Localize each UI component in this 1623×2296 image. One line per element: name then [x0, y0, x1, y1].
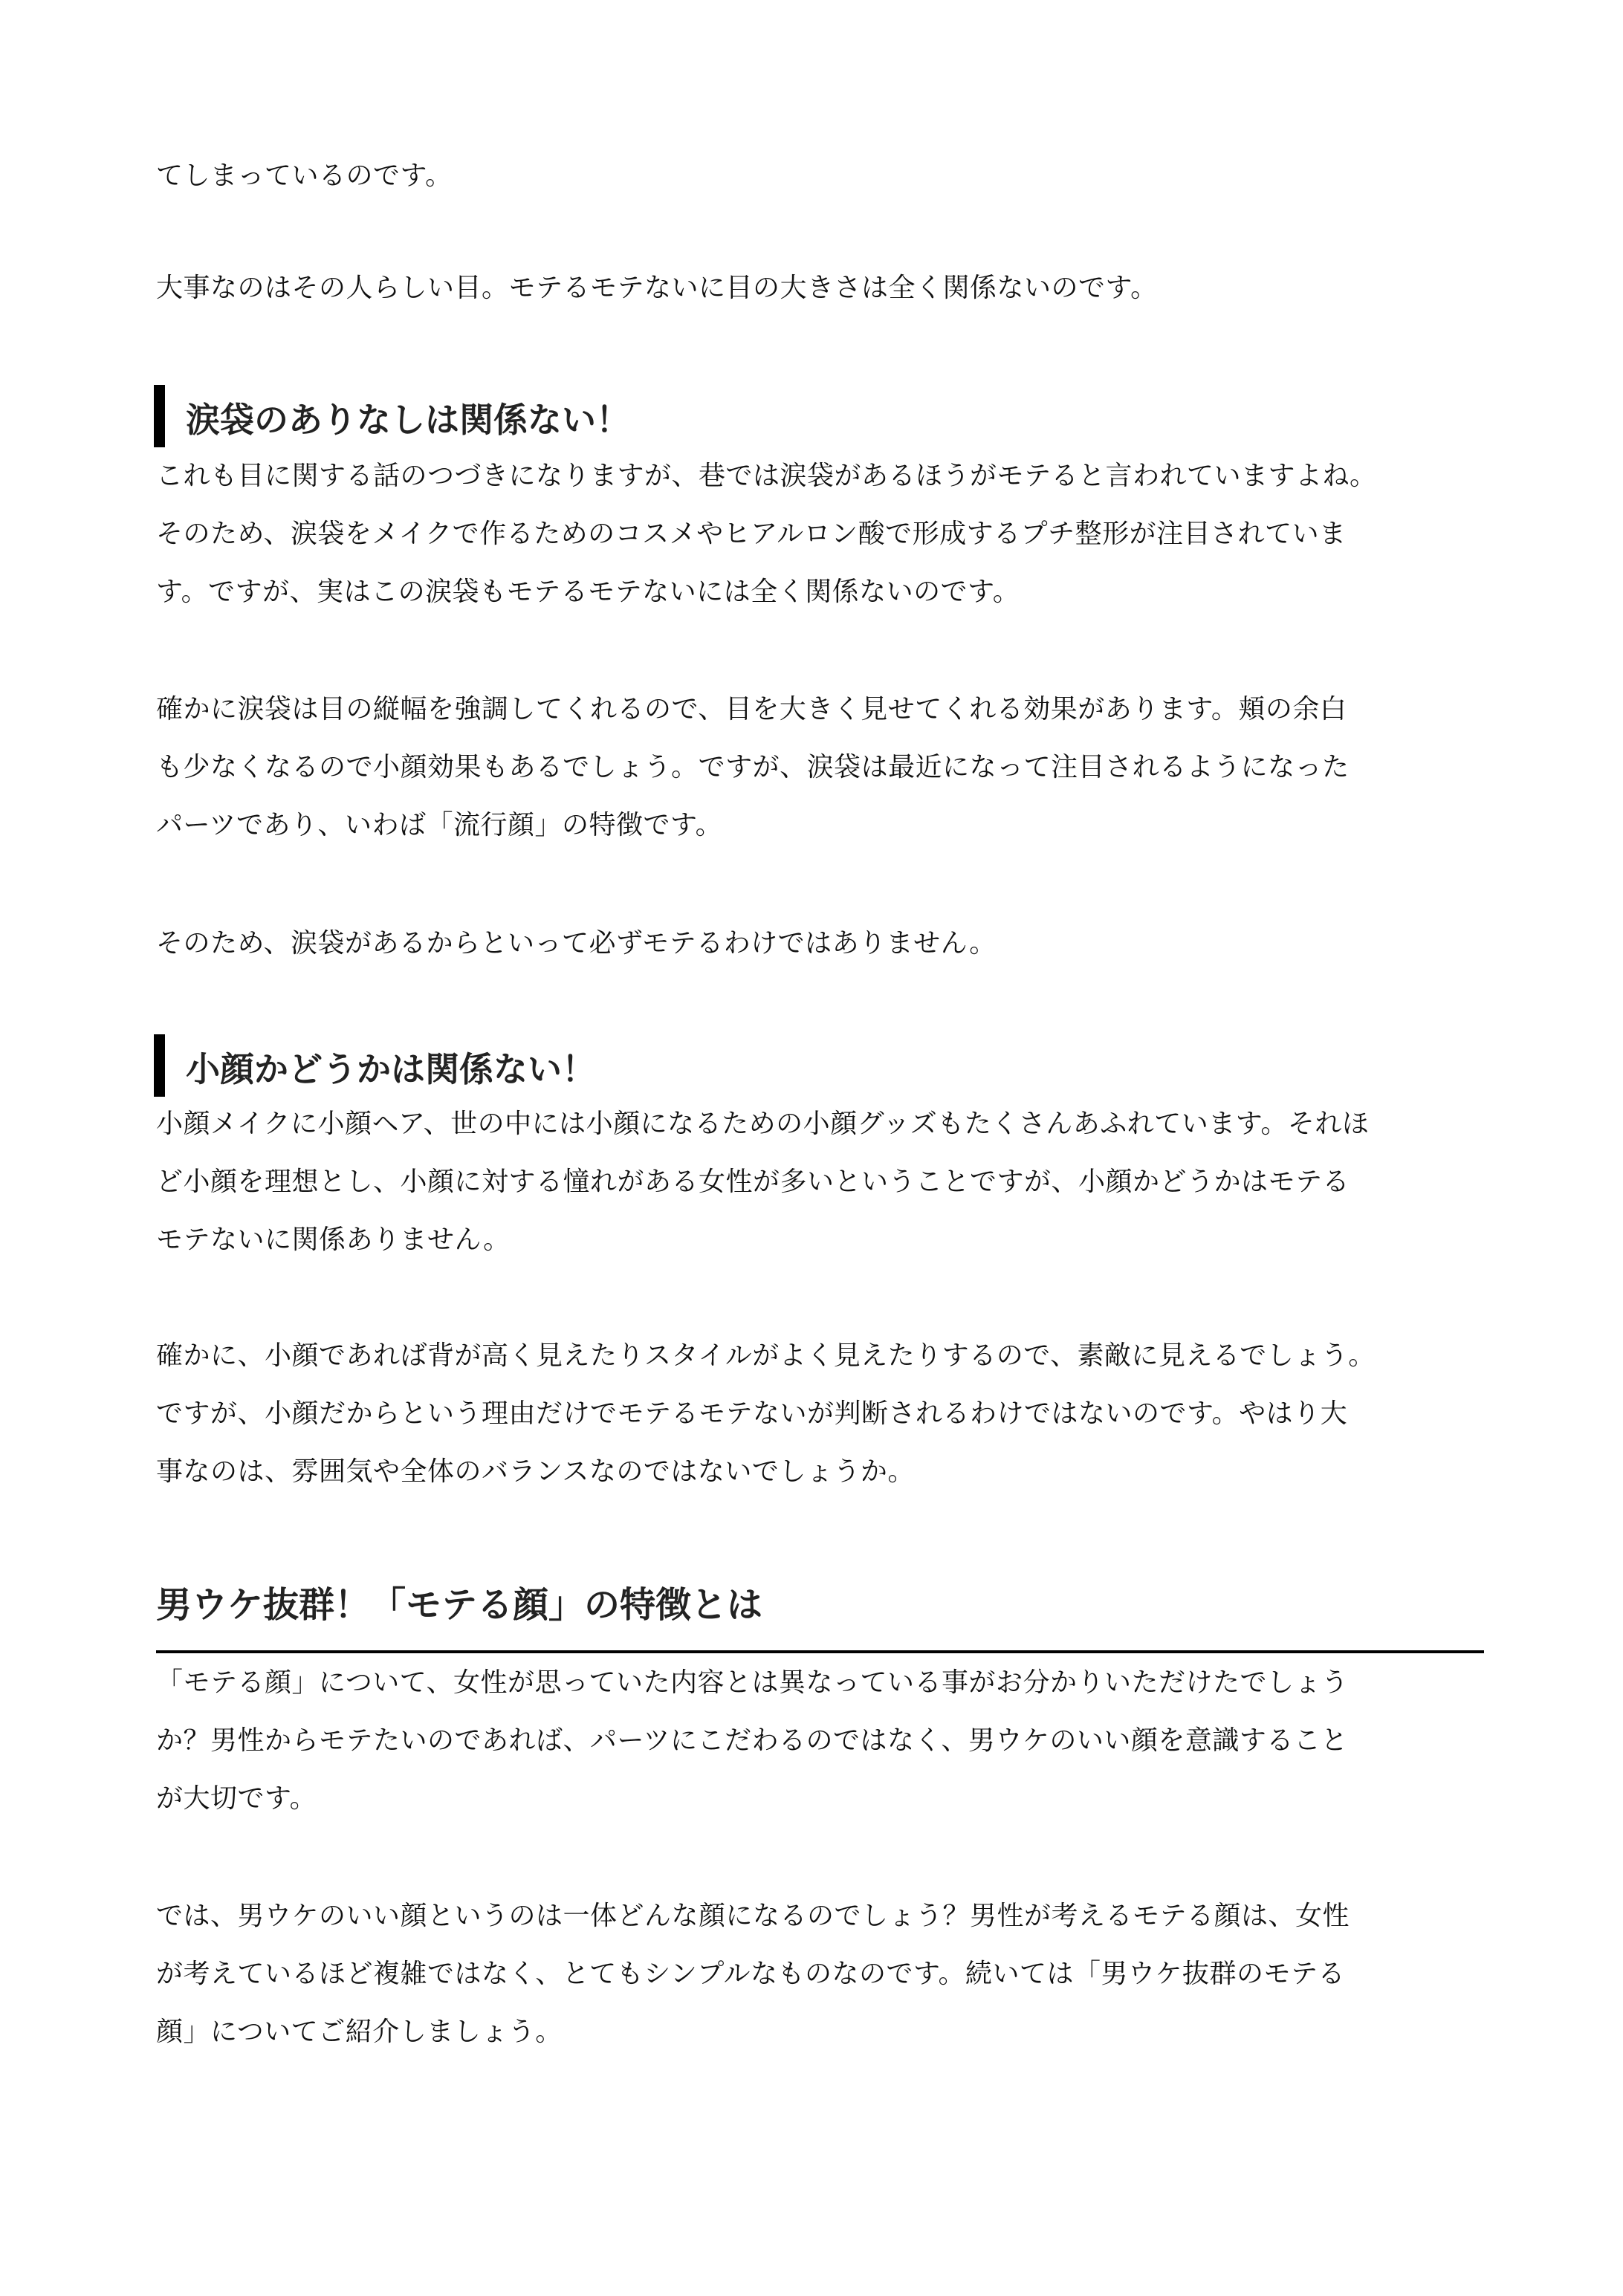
section-heading-tear-bags	[154, 385, 630, 447]
body-text-line: モテないに関係ありません。	[156, 1225, 511, 1255]
section-heading-text: 小顔かどうかは関係ない！	[186, 1049, 596, 1089]
body-text-line: これも目に関する話のつづきになりますが、巷では涙袋があるほうがモテると言われていますよね。	[156, 461, 1377, 491]
body-text-line: てしまっているのです。	[156, 160, 453, 191]
body-text-line: パーツであり、いわば「流行顔」の特徴です。	[156, 810, 723, 840]
heading-accent-bar	[154, 385, 165, 447]
body-text-line: 「モテる顔」について、女性が思っていた内容とは異なっている事がお分かりいただけたでしょう	[156, 1667, 1349, 1698]
body-text-line: 事なのは、雰囲気や全体のバランスなのではないでしょうか。	[156, 1456, 915, 1487]
body-text-line: か？男性からモテたいのであれば、パーツにこだわるのではなく、男ウケのいい顔を意識すること	[156, 1725, 1348, 1756]
section-heading-text: 涙袋のありなしは関係ない！	[186, 400, 630, 440]
body-text-line: も少なくなるので小顔効果もあるでしょう。ですが、涙袋は最近になって注目されるようになった	[156, 752, 1350, 782]
body-text-line: そのため、涙袋があるからといって必ずモテるわけではありません。	[156, 928, 997, 959]
heading-underline-rule	[156, 1650, 1484, 1653]
body-text-line: が大切です。	[156, 1783, 317, 1814]
heading-accent-bar	[154, 1034, 165, 1097]
body-text-line: では、男ウケのいい顔というのは一体どんな顔になるのでしょう？男性が考えるモテる顔は、女性	[156, 1901, 1350, 1931]
body-text-line: ですが、小顔だからという理由だけでモテるモテないが判断されるわけではないのです。やはり大	[156, 1398, 1348, 1429]
body-text-line: そのため、涙袋をメイクで作るためのコスメやヒアルロン酸で形成するプチ整形が注目されていま	[156, 519, 1347, 549]
section-heading-attractive-face: 男ウケ抜群！「モテる顔」の特徴とは	[156, 1584, 763, 1626]
body-text-line: 顔」についてご紹介しましょう。	[156, 2017, 563, 2047]
body-text-line: ど小顔を理想とし、小顔に対する憧れがある女性が多いということですが、小顔かどうかはモテる	[156, 1167, 1350, 1197]
body-text-line: 確かに涙袋は目の縦幅を強調してくれるので、目を大きく見せてくれる効果があります。頬の余白	[156, 694, 1347, 724]
body-text-line: 大事なのはその人らしい目。モテるモテないに目の大きさは全く関係ないのです。	[156, 273, 1158, 303]
body-text-line: 確かに、小顔であれば背が高く見えたりスタイルがよく見えたりするので、素敵に見えるでしょう。	[156, 1340, 1376, 1371]
body-text-line: す。ですが、実はこの涙袋もモテるモテないには全く関係ないのです。	[156, 577, 1020, 607]
body-text-line: 小顔メイクに小顔ヘア、世の中には小顔になるための小顔グッズもたくさんあふれています。それほ	[156, 1109, 1370, 1139]
body-text-line: が考えているほど複雑ではなく、とてもシンプルなものなのです。続いては「男ウケ抜群のモテる	[156, 1959, 1346, 1989]
section-heading-small-face	[154, 1034, 596, 1097]
